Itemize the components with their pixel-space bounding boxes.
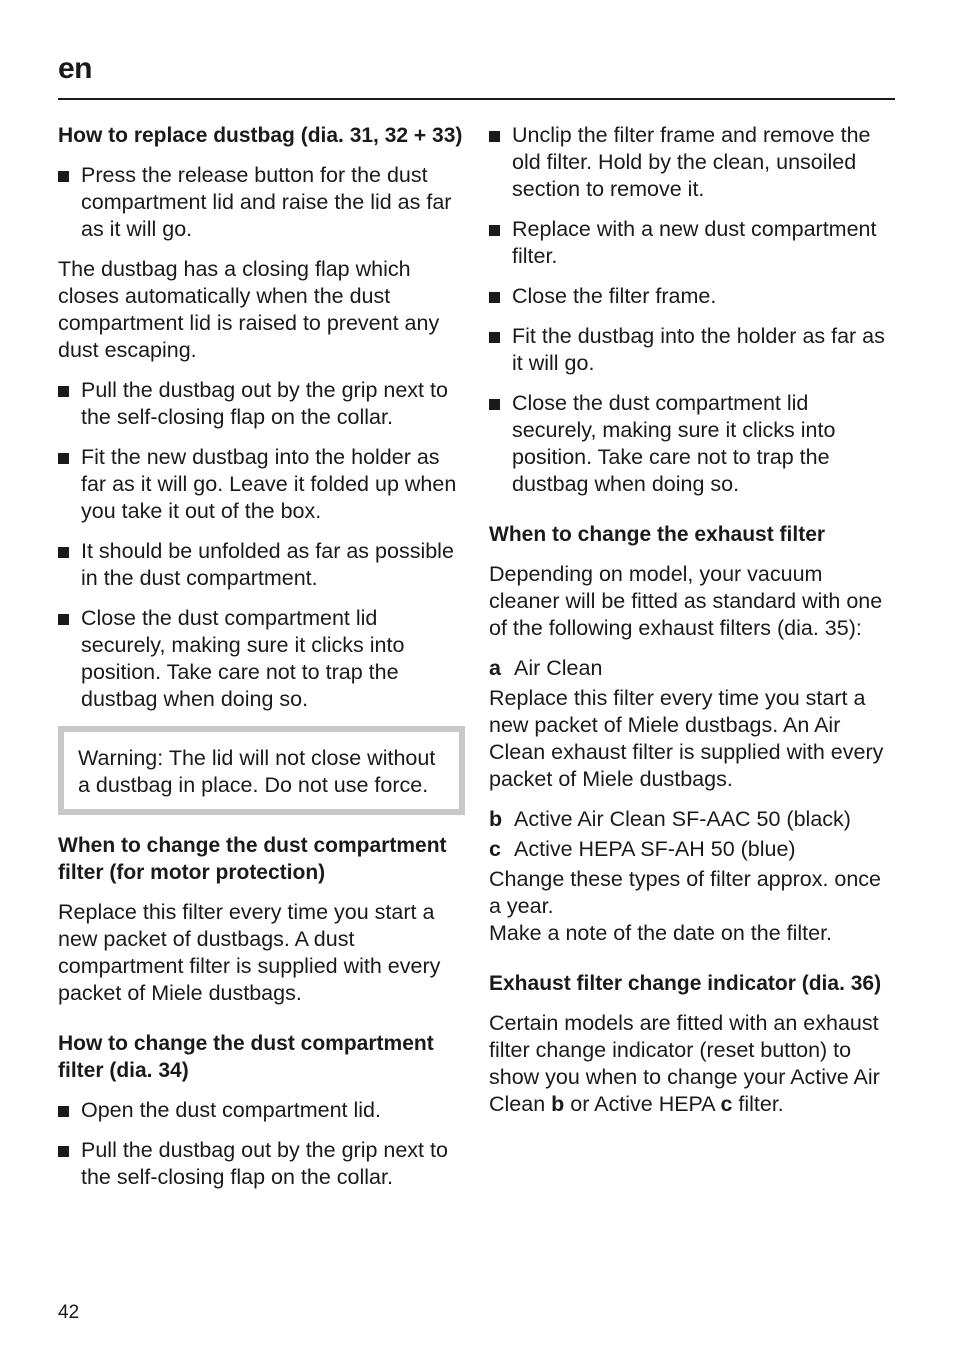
bullet-text: Close the filter frame.: [512, 284, 717, 308]
bullet-square-icon: [58, 1146, 69, 1157]
bullet-square-icon: [58, 171, 69, 182]
filter-option-b: [489, 806, 896, 833]
bullet-square-icon: [489, 399, 500, 410]
page-number: 42: [58, 1302, 80, 1323]
text-run: or Active HEPA: [564, 1092, 721, 1116]
heading-replace-dustbag: How to replace dustbag (dia. 31, 32 + 33): [58, 124, 463, 147]
bullet-text: Close the dust compartment lid securely, making sure it clicks into position. Take care not to trap the dustbag when doing so.: [81, 606, 405, 711]
paragraph: [489, 866, 896, 947]
text-line: Change these types of filter approx. once a year.: [489, 867, 882, 918]
bullet-item: [58, 605, 465, 713]
option-letter: a: [489, 656, 501, 680]
bullet-item: [489, 323, 896, 377]
bullet-text: Replace with a new dust compartment filter.: [512, 217, 877, 268]
bullet-item: [489, 283, 896, 310]
header-rule: [58, 98, 895, 100]
bullet-text: Press the release button for the dust compartment lid and raise the lid as far as it will go.: [81, 163, 452, 241]
paragraph: [489, 1010, 896, 1118]
option-text: Active Air Clean SF-AAC 50 (black): [514, 807, 851, 831]
bullet-square-icon: [489, 292, 500, 303]
language-label: en: [58, 52, 93, 85]
bullet-item: [489, 122, 896, 203]
text-run: filter.: [732, 1092, 784, 1116]
bullet-item: [58, 444, 465, 525]
heading-change-indicator: Exhaust filter change indicator (dia. 36): [489, 972, 882, 995]
text-run-bold: c: [720, 1092, 733, 1116]
text-run: Certain models are fitted with an exhaust filter change indicator (reset button) to show you when to change your Active Air Clean: [489, 1011, 880, 1116]
bullet-text: Unclip the filter frame and remove the old filter. Hold by the clean, unsoiled section to remove it.: [512, 123, 871, 201]
bullet-item: [489, 390, 896, 498]
bullet-item: [58, 377, 465, 431]
bullet-item: [58, 1137, 465, 1191]
left-column: [58, 122, 465, 1204]
bullet-text: Close the dust compartment lid securely, making sure it clicks into position. Take care not to trap the dustbag when doing so.: [512, 391, 836, 496]
bullet-text: Fit the dustbag into the holder as far as it will go.: [512, 324, 885, 375]
heading-exhaust-filter: When to change the exhaust filter: [489, 523, 826, 546]
text-line: Make a note of the date on the filter.: [489, 921, 833, 945]
bullet-square-icon: [58, 1106, 69, 1117]
right-column: [489, 122, 896, 1131]
paragraph: Replace this filter every time you start a new packet of dustbags. A dust compartment filter is supplied with every packet of Miele dustbags.: [58, 900, 441, 1005]
bullet-item: [58, 538, 465, 592]
option-text: Active HEPA SF-AH 50 (blue): [514, 837, 796, 861]
bullet-text: Fit the new dustbag into the holder as far as it will go. Leave it folded up when you take it out of the box.: [81, 445, 457, 523]
paragraph: Replace this filter every time you start a new packet of Miele dustbags. An Air Clean exhaust filter is supplied with every packet of Miele dustbags.: [489, 686, 884, 791]
bullet-square-icon: [58, 453, 69, 464]
filter-option-a: [489, 655, 896, 682]
bullet-text: Open the dust compartment lid.: [81, 1098, 381, 1122]
bullet-item: [489, 216, 896, 270]
bullet-text: Pull the dustbag out by the grip next to the self-closing flap on the collar.: [81, 378, 448, 429]
bullet-square-icon: [58, 386, 69, 397]
bullet-square-icon: [489, 225, 500, 236]
option-letter: b: [489, 807, 503, 831]
bullet-text: Pull the dustbag out by the grip next to the self-closing flap on the collar.: [81, 1138, 448, 1189]
bullet-square-icon: [489, 131, 500, 142]
heading-dust-compartment-filter: When to change the dust compartment filter (for motor protection): [58, 834, 447, 884]
bullet-text: It should be unfolded as far as possible in the dust compartment.: [81, 539, 454, 590]
option-text: Air Clean: [514, 656, 603, 680]
bullet-square-icon: [58, 547, 69, 558]
bullet-square-icon: [489, 332, 500, 343]
bullet-item: [58, 162, 465, 243]
filter-option-c: [489, 836, 896, 863]
bullet-item: [58, 1097, 465, 1124]
option-letter: c: [489, 837, 501, 861]
paragraph: Depending on model, your vacuum cleaner will be fitted as standard with one of the following exhaust filters (dia. 35):: [489, 562, 883, 640]
text-run-bold: b: [551, 1092, 565, 1116]
bullet-square-icon: [58, 614, 69, 625]
heading-change-filter: How to change the dust compartment filter (dia. 34): [58, 1032, 434, 1082]
paragraph: The dustbag has a closing flap which closes automatically when the dust compartment lid is raised to prevent any dust escaping.: [58, 257, 440, 362]
warning-box: Warning: The lid will not close without a dustbag in place. Do not use force.: [58, 726, 465, 815]
